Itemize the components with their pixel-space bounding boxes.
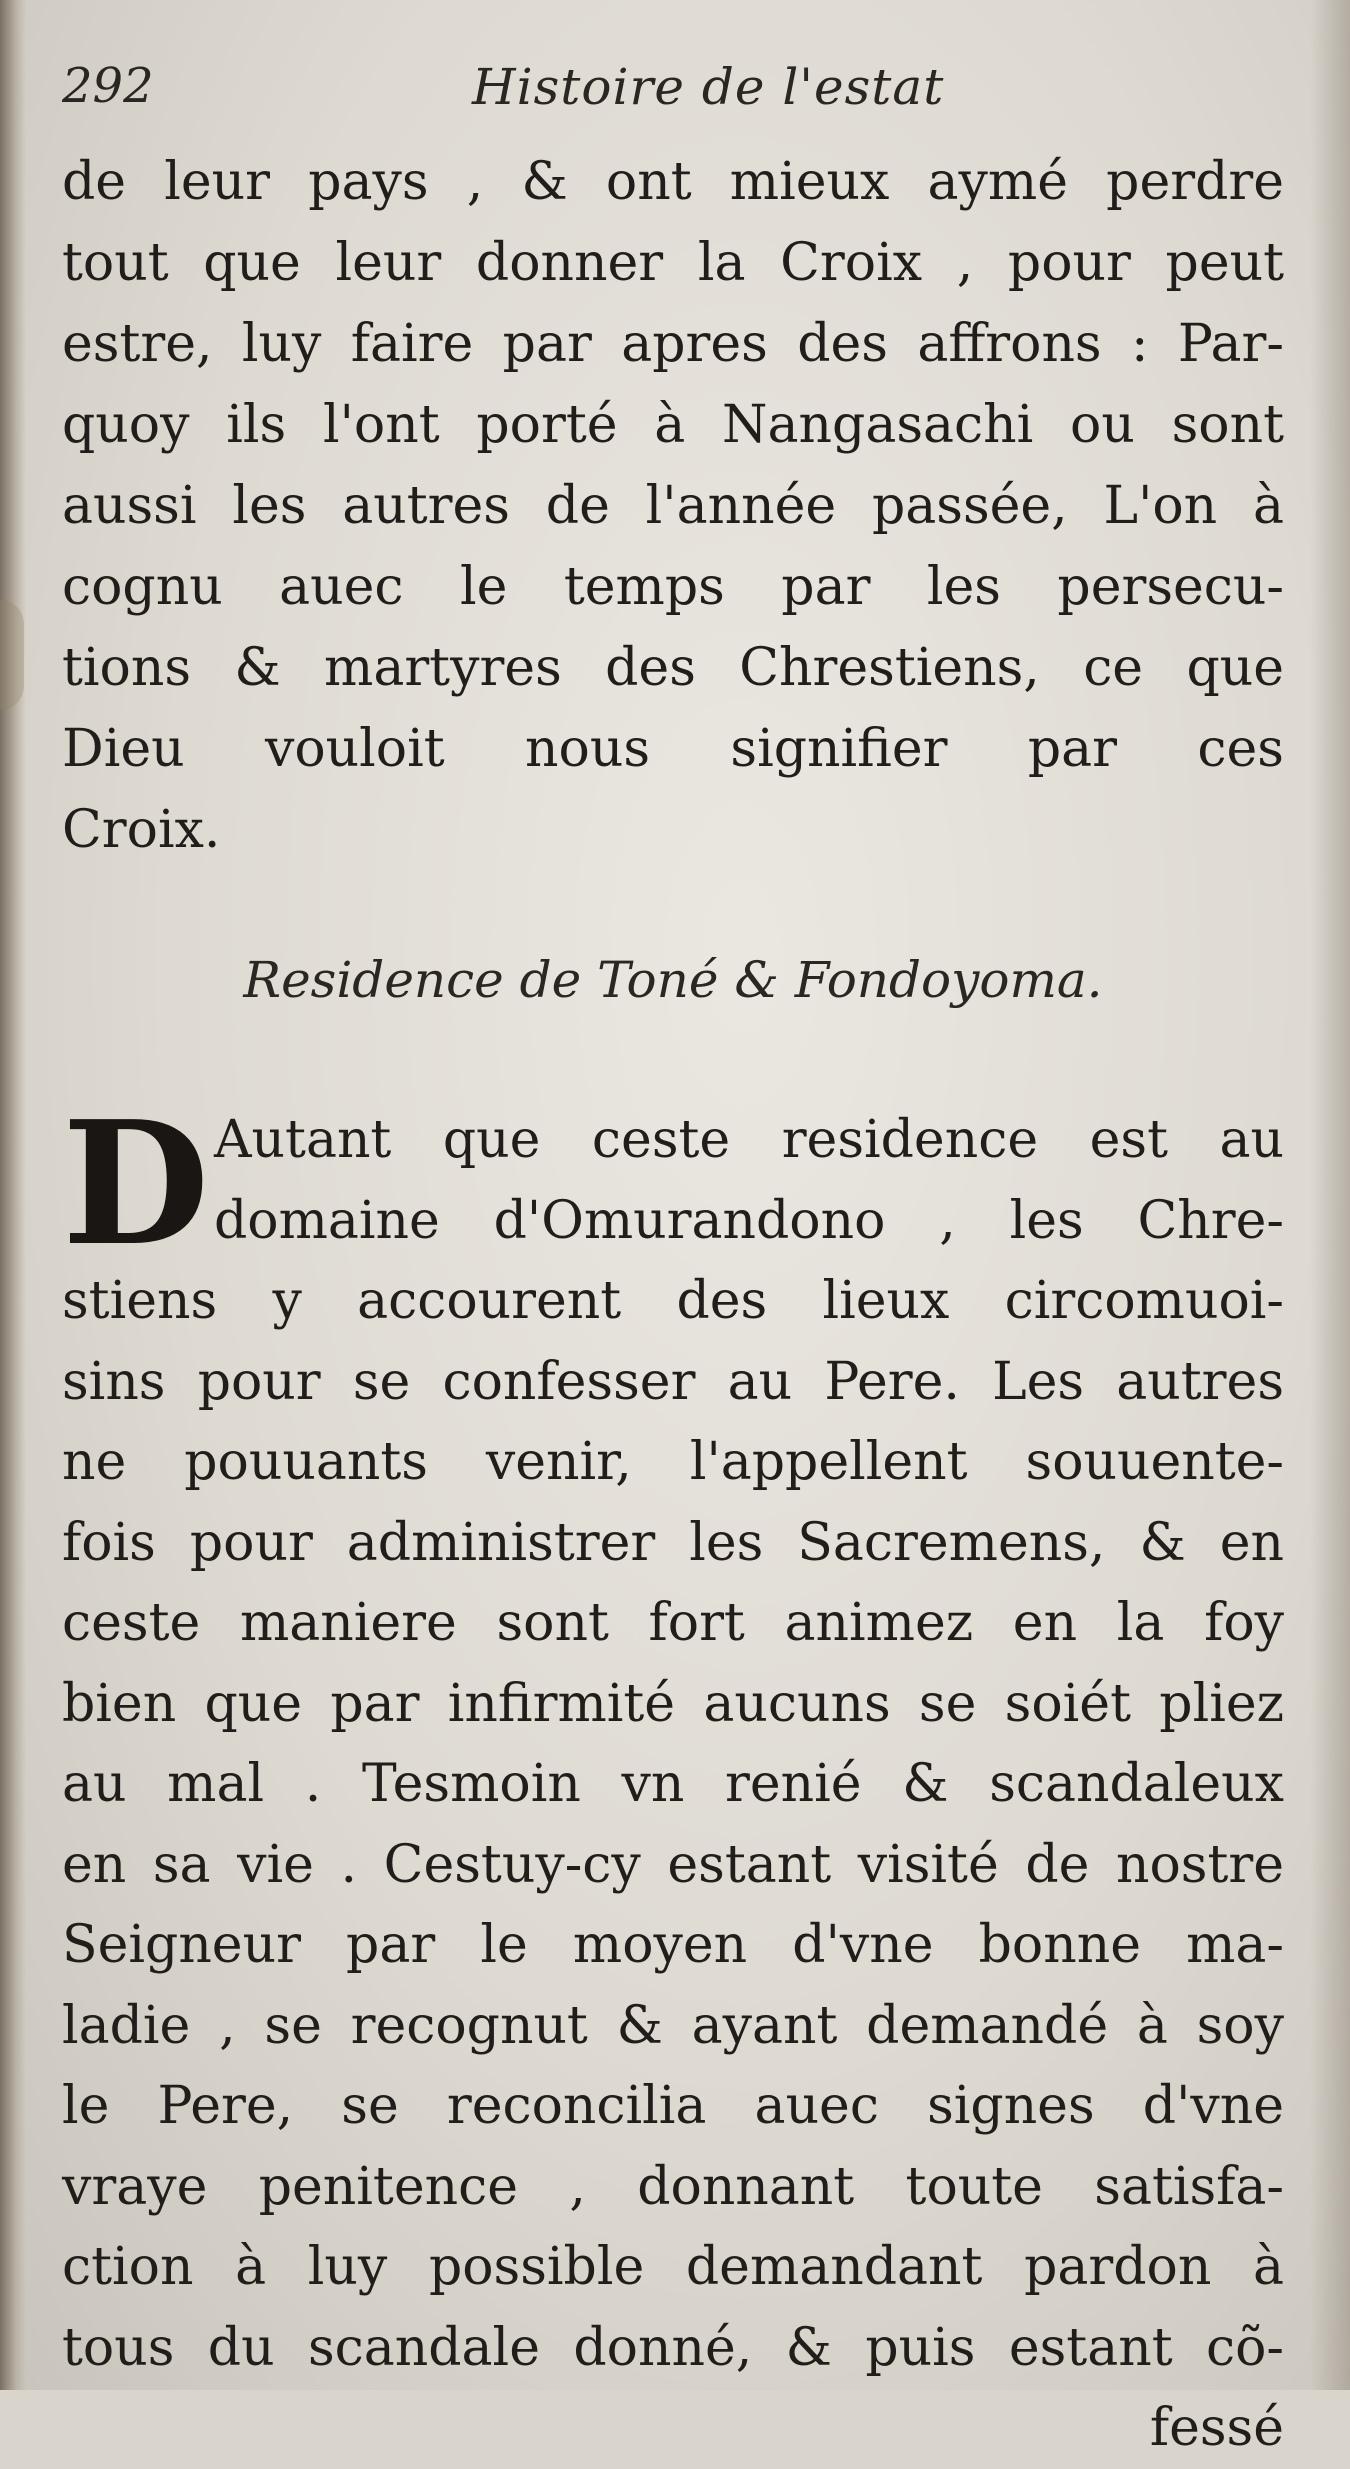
text-line: au mal . Tesmoin vn renié & scandaleux (62, 1754, 1284, 1814)
text-line: quoy ils l'ont porté à Nangasachi ou sont (62, 395, 1284, 455)
text-line: ceste maniere sont fort animez en la foy (62, 1593, 1284, 1653)
text-line: Croix. (62, 800, 221, 860)
text-line: ne pouuants venir, l'appellent souuente- (62, 1432, 1284, 1492)
text-line: domaine d'Omurandono , les Chre- (214, 1190, 1284, 1251)
text-line: le Pere, se reconcilia auec signes d'vne (62, 2076, 1284, 2136)
paragraph-2 (62, 1084, 1284, 2469)
page-number: 292 (62, 58, 154, 114)
text-line: fois pour administrer les Sacremens, & en (62, 1512, 1284, 1573)
text-line: Dieu vouloit nous signifier par ces (62, 719, 1284, 779)
drop-cap: D (62, 1084, 210, 1284)
text-line: sins pour se confesser au Pere. Les autres (62, 1351, 1284, 1412)
text-line: ladie , se recognut & ayant demandé à soy (62, 1995, 1284, 2056)
text-line: estre, luy faire par apres des affrons : Par- (62, 314, 1284, 374)
text-line: aussi les autres de l'année passée, L'on à (62, 476, 1284, 536)
page-gutter-shadow (0, 0, 26, 2390)
text-line: vraye penitence , donnant toute satisfa- (62, 2156, 1284, 2217)
running-title: Histoire de l'estat (472, 58, 945, 116)
text-line: en sa vie . Cestuy-cy estant visité de nostre (62, 1834, 1284, 1895)
text-line: Autant que ceste residence est au (214, 1110, 1284, 1170)
paper-stain (0, 600, 24, 710)
text-line: stiens y accourent des lieux circomuoi- (62, 1271, 1284, 1331)
text-line: fessé (1149, 2398, 1284, 2458)
section-heading: Residence de Toné & Fondoyoma. (243, 951, 1103, 1009)
text-line: tout que leur donner la Croix , pour peut (62, 233, 1284, 293)
text-line: ction à luy possible demandant pardon à (62, 2237, 1284, 2297)
text-line: bien que par infirmité aucuns se soiét pliez (62, 1673, 1284, 1734)
text-line: Seigneur par le moyen d'vne bonne ma- (62, 1915, 1284, 1975)
text-line: tions & martyres des Chrestiens, ce que (62, 638, 1284, 698)
running-head (62, 58, 1302, 148)
text-line: de leur pays , & ont mieux aymé perdre (62, 152, 1284, 212)
text-line: cognu auec le temps par les persecu- (62, 557, 1284, 617)
page-edge-shadow (1310, 0, 1350, 2390)
text-line: tous du scandale donné, & puis estant cõ- (62, 2317, 1284, 2378)
paragraph-1 (62, 142, 1284, 871)
